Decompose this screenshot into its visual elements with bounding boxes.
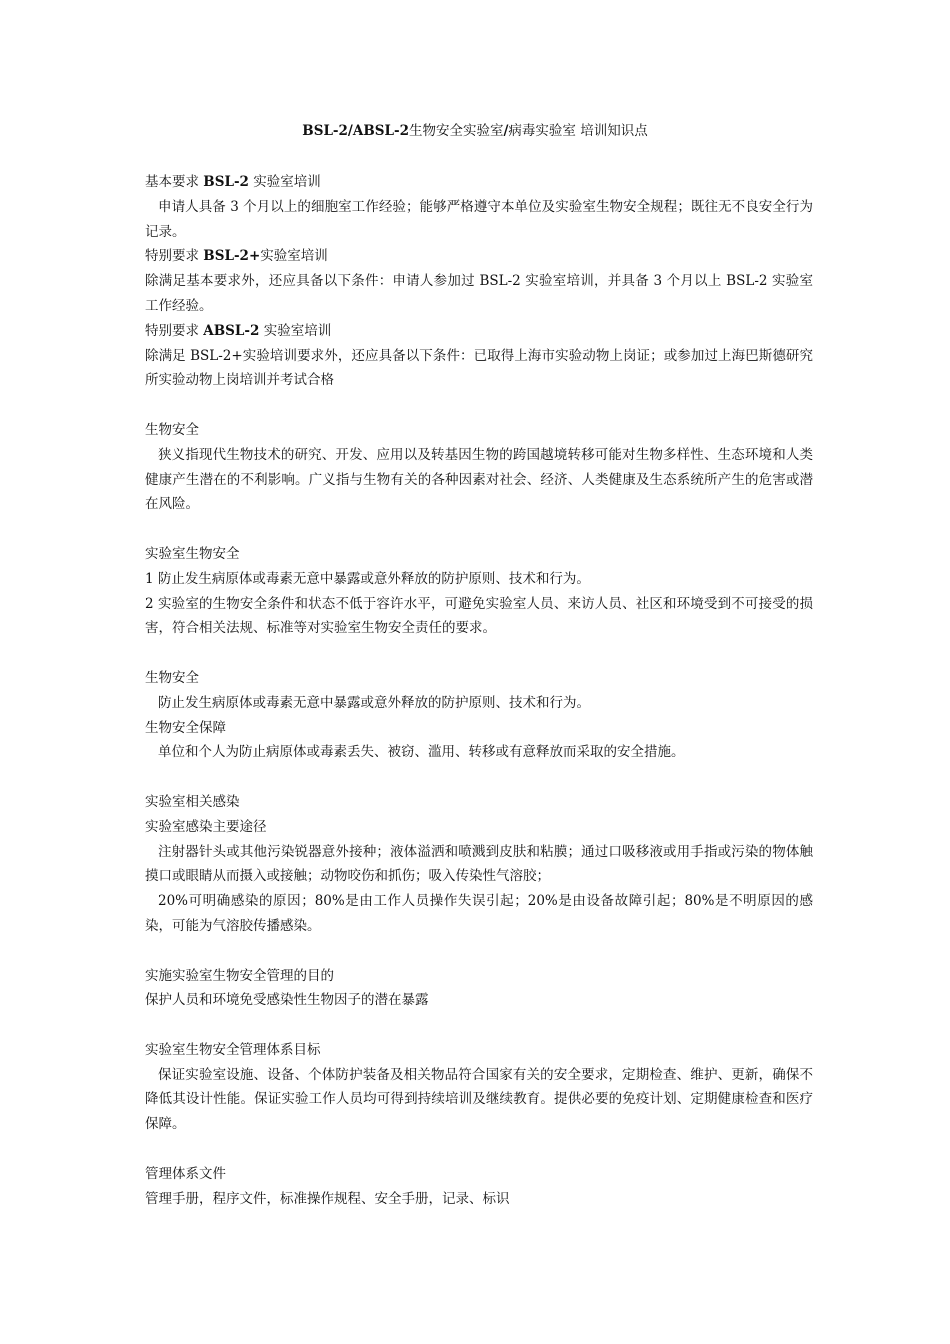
- page-title: [0, 122, 950, 140]
- biosecurity-text: 单位和个人为防止病原体或毒素丢失、被窃、滥用、转移或有意释放而采取的安全措施。: [158, 744, 685, 761]
- system-documents-text: 管理手册，程序文件，标准操作规程、安全手册，记录、标识: [145, 1190, 510, 1207]
- biosafety-text-2: 防止发生病原体或毒素无意中暴露或意外释放的防护原则、技术和行为。: [158, 694, 590, 711]
- lab-biosafety-item-2: 2 实验室的生物安全条件和状态不低于容许水平，可避免实验室人员、来访人员、社区和环境受到不可接受的损害，符合相关法规、标准等对实验室生物安全责任的要求。: [145, 595, 813, 637]
- heading-bold: BSL-2: [203, 174, 249, 190]
- heading-prefix: 特别要求: [145, 248, 199, 265]
- infection-stats-text: 20%可明确感染的原因；80%是由工作人员操作失误引起；20%是由设备故障引起；80%是不明原因的感染，可能为气溶胶传播感染。: [145, 893, 813, 934]
- biosecurity-heading: 生物安全保障: [145, 719, 226, 736]
- document-body: [145, 170, 813, 1211]
- special-requirement-bsl2plus-text: 除满足基本要求外，还应具备以下条件：申请人参加过 BSL-2 实验室培训，并具备 3 个月以上 BSL-2 实验室工作经验。: [145, 273, 813, 314]
- management-purpose-text: 保护人员和环境免受感染性生物因子的潜在暴露: [145, 992, 429, 1009]
- basic-requirement-text: 申请人具备 3 个月以上的细胞室工作经验；能够严格遵守本单位及实验室生物安全规程；既往无不良安全行为记录。: [145, 198, 813, 240]
- title-slash: /: [503, 123, 509, 139]
- infection-route-text: 注射器针头或其他污染锐器意外接种；液体溢洒和喷溅到皮肤和粘膜；通过口吸移液或用手指或污染的物体触摸口或眼睛从而摄入或接触；动物咬伤和抓伤；吸入传染性气溶胶；: [145, 843, 813, 885]
- special-requirement-absl2-heading: [145, 319, 813, 344]
- management-system-heading: 实验室生物安全管理体系目标: [145, 1041, 321, 1058]
- spacer: [145, 1013, 813, 1038]
- spacer: [145, 765, 813, 790]
- biosafety-heading-2: 生物安全: [145, 669, 199, 686]
- basic-requirement-heading: [145, 170, 813, 195]
- biosafety-text: 狭义指现代生物技术的研究、开发、应用以及转基因生物的跨国越境转移可能对生物多样性、生态环境和人类健康产生潜在的不利影响。广义指与生物有关的各种因素对社会、经济、人类健康及生态系统所产生的危害或潜在风险。: [145, 446, 813, 513]
- spacer: [145, 393, 813, 418]
- title-bold-part: BSL-2/ABSL-2: [302, 123, 409, 139]
- special-requirement-bsl2plus-heading: [145, 244, 813, 269]
- title-part3: 病毒实验室 培训知识点: [508, 123, 648, 139]
- spacer: [145, 939, 813, 964]
- heading-suffix: 实验室培训: [260, 248, 328, 265]
- lab-infection-heading: 实验室相关感染: [145, 793, 240, 810]
- system-documents-heading: 管理体系文件: [145, 1165, 226, 1182]
- biosafety-heading: 生物安全: [145, 421, 199, 438]
- management-purpose-heading: 实施实验室生物安全管理的目的: [145, 967, 334, 984]
- management-system-text: 保证实验室设施、设备、个体防护装备及相关物品符合国家有关的安全要求，定期检查、维护、更新，确保不降低其设计性能。保证实验工作人员均可得到持续培训及继续教育。提供必要的免疫计划、定期健康检查和医疗保障。: [145, 1066, 813, 1133]
- heading-prefix: 基本要求: [145, 174, 199, 190]
- heading-suffix: 实验室培训: [253, 174, 321, 190]
- title-part2: 生物安全实验室: [408, 123, 504, 139]
- spacer: [145, 641, 813, 666]
- heading-bold: BSL-2+: [203, 248, 261, 265]
- special-requirement-absl2-text: 除满足 BSL-2+实验培训要求外，还应具备以下条件：已取得上海市实验动物上岗证；或参加过上海巴斯德研究所实验动物上岗培训并考试合格: [145, 347, 813, 389]
- heading-suffix: 实验室培训: [263, 322, 332, 339]
- lab-biosafety-item-1: 1 防止发生病原体或毒素无意中暴露或意外释放的防护原则、技术和行为。: [145, 570, 590, 587]
- lab-biosafety-heading: 实验室生物安全: [145, 545, 240, 562]
- heading-prefix: 特别要求: [145, 322, 199, 339]
- spacer: [145, 1137, 813, 1162]
- spacer: [145, 517, 813, 542]
- infection-route-heading: 实验室感染主要途径: [145, 818, 267, 835]
- heading-bold: ABSL-2: [203, 322, 260, 339]
